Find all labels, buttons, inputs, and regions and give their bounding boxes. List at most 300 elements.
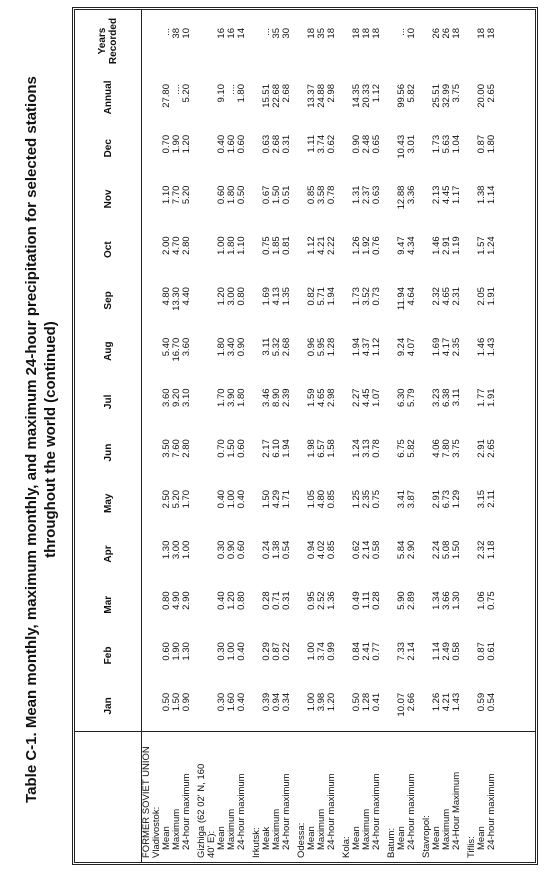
table-row <box>372 10 382 862</box>
value-cell: 1.91 <box>486 287 497 306</box>
empty-cell <box>197 174 207 225</box>
value-cell: 14 <box>236 28 247 39</box>
value-cell: 0.87 <box>476 642 487 661</box>
value-cell: 1.85 <box>271 236 282 255</box>
value-cell: 0.87 <box>271 642 282 661</box>
table-row <box>407 10 417 862</box>
header-oct: Oct <box>75 224 142 275</box>
table-row <box>327 10 337 862</box>
value-cell: 5.20 <box>181 84 192 103</box>
row-label: 24-hour maximum <box>372 732 382 863</box>
header-dec: Dec <box>75 123 142 174</box>
empty-cell <box>197 224 207 275</box>
value-cell: 2.11 <box>486 489 497 508</box>
station-name-label: Kola: <box>342 732 352 863</box>
row-label: Maximum <box>442 732 452 863</box>
empty-cell <box>152 10 162 72</box>
value-cell: 2.24 <box>431 540 442 560</box>
row-label: 24-hour maximum <box>407 732 417 863</box>
value-cell: 1.10 <box>236 236 247 255</box>
value-cell: 0.60 <box>236 540 247 560</box>
row-label: Mean <box>477 732 487 863</box>
header-row <box>75 10 142 862</box>
station-name-label: Odessa: <box>297 732 307 863</box>
value-cell: 0.76 <box>371 236 382 255</box>
value-cell: 1.26 <box>351 236 362 255</box>
value-cell: 2.98 <box>326 388 337 407</box>
value-cell: 2.80 <box>181 236 192 255</box>
value-cell: 2.27 <box>351 388 362 407</box>
value-cell: 3.23 <box>431 388 442 407</box>
value-cell: 1.11 <box>306 134 317 153</box>
value-cell: 26 <box>431 28 442 39</box>
value-cell: 1.60 <box>226 134 237 154</box>
value-cell: 2.91 <box>441 236 452 255</box>
value-cell: 1.26 <box>431 692 442 712</box>
row-label: Mean <box>397 732 407 863</box>
table-row <box>452 10 462 862</box>
section-heading <box>142 10 153 862</box>
value-cell: 5.82 <box>406 439 417 458</box>
row-label: Mean <box>352 732 362 863</box>
table-body <box>142 10 536 862</box>
row-label: 24-hour maximum <box>487 732 497 863</box>
header-sep: Sep <box>75 275 142 326</box>
value-cell: 4.45 <box>361 388 372 407</box>
value-cell: 2.68 <box>281 84 292 103</box>
value-cell: 1.77 <box>476 388 487 407</box>
value-cell: 1.50 <box>261 489 272 509</box>
value-cell: 0.71 <box>271 591 282 610</box>
empty-cell <box>197 427 207 478</box>
value-cell: 0.73 <box>371 287 382 306</box>
value-cell: 1.91 <box>486 388 497 407</box>
empty-cell <box>142 630 153 681</box>
value-cell: 7.70 <box>171 185 182 205</box>
empty-cell <box>197 630 207 681</box>
filler-cell <box>497 10 535 732</box>
value-cell: 2.17 <box>261 439 272 458</box>
value-cell: 2.41 <box>361 642 372 661</box>
value-cell: 9.10 <box>216 84 227 103</box>
value-cell: 4.45 <box>441 185 452 205</box>
empty-cell <box>142 224 153 275</box>
value-cell: 2.13 <box>431 185 442 205</box>
value-cell: 0.96 <box>306 337 317 357</box>
value-cell: 3.10 <box>181 388 192 407</box>
value-cell: .... <box>226 84 237 95</box>
value-cell: 4.80 <box>316 489 327 509</box>
value-cell: 1.60 <box>226 692 237 712</box>
value-cell: 7.33 <box>396 642 407 661</box>
value-cell: 5.95 <box>316 337 327 357</box>
value-cell: 2.39 <box>281 388 292 407</box>
empty-cell <box>197 275 207 326</box>
value-cell: 1.04 <box>451 134 462 154</box>
value-cell: 0.31 <box>281 134 292 154</box>
header-years-recorded: Years Recorded <box>75 10 142 72</box>
value-cell: 4.06 <box>431 439 442 458</box>
value-cell: 2.68 <box>281 337 292 357</box>
value-cell: 3.11 <box>261 337 272 356</box>
value-cell: 8.90 <box>271 388 282 407</box>
value-cell: 1.12 <box>306 236 317 255</box>
value-cell: 1.80 <box>226 236 237 255</box>
value-cell: 2.65 <box>486 84 497 103</box>
empty-cell <box>197 376 207 427</box>
value-cell: 5.79 <box>406 388 417 407</box>
value-cell: 0.80 <box>161 591 172 610</box>
table-frame <box>72 7 538 865</box>
value-cell: 1.73 <box>431 134 442 154</box>
value-cell: 1.19 <box>451 236 462 255</box>
value-cell: 1.43 <box>451 692 462 712</box>
value-cell: 0.49 <box>351 591 362 610</box>
value-cell: 2.66 <box>406 692 417 712</box>
station-name-cont-label: 40' E): <box>207 732 217 863</box>
value-cell: 0.29 <box>261 642 272 661</box>
value-cell: 0.30 <box>216 692 227 712</box>
station-name-label: Gizhiga (62 02' N, 160 <box>197 732 207 863</box>
value-cell: 0.40 <box>216 591 227 610</box>
value-cell: 3.58 <box>316 185 327 205</box>
header-jan: Jan <box>75 681 142 732</box>
value-cell: 3.90 <box>226 388 237 407</box>
value-cell: 3.41 <box>396 489 407 509</box>
empty-cell <box>197 10 207 72</box>
value-cell: 35 <box>271 28 282 39</box>
value-cell: 6.73 <box>441 489 452 509</box>
value-cell: 1.28 <box>361 692 372 712</box>
value-cell: 3.15 <box>476 489 487 509</box>
value-cell: 4.70 <box>171 236 182 255</box>
value-cell: 0.54 <box>486 692 497 712</box>
row-label: Meak <box>262 732 272 863</box>
value-cell: 2.14 <box>361 540 372 560</box>
value-cell: 2.91 <box>431 489 442 509</box>
value-cell: 0.94 <box>306 540 317 560</box>
station-name-label: Stavropol: <box>422 732 432 863</box>
value-cell: 2.98 <box>326 84 337 103</box>
value-cell: 0.81 <box>281 236 292 255</box>
value-cell: 2.91 <box>476 439 487 458</box>
value-cell: 20.33 <box>361 84 372 108</box>
row-label: Maximum <box>172 732 182 863</box>
empty-cell <box>387 10 397 72</box>
value-cell: 1.43 <box>486 337 497 357</box>
value-cell: 1.05 <box>306 489 317 509</box>
value-cell: 99.56 <box>396 84 407 108</box>
value-cell: 13.37 <box>306 84 317 108</box>
value-cell: 1.20 <box>326 692 337 712</box>
value-cell: 1.28 <box>326 337 337 357</box>
value-cell: 2.68 <box>271 134 282 154</box>
value-cell: 5.08 <box>441 540 452 560</box>
value-cell: 18 <box>351 28 362 39</box>
value-cell: 5.20 <box>181 185 192 205</box>
value-cell: 2.89 <box>406 591 417 610</box>
value-cell: 2.80 <box>181 439 192 458</box>
station-name <box>197 10 207 862</box>
value-cell: 0.39 <box>261 692 272 712</box>
value-cell: 2.22 <box>326 236 337 255</box>
value-cell: 0.51 <box>281 185 292 205</box>
empty-cell <box>142 275 153 326</box>
value-cell: 0.78 <box>371 439 382 458</box>
value-cell: 0.24 <box>261 540 272 560</box>
value-cell: 11.94 <box>396 287 407 311</box>
value-cell: 5.40 <box>161 337 172 357</box>
table-row <box>282 10 292 862</box>
value-cell: 3.00 <box>226 287 237 306</box>
value-cell: 4.02 <box>316 540 327 560</box>
value-cell: 6.30 <box>396 388 407 407</box>
value-cell: 6.75 <box>396 439 407 458</box>
value-cell: 1.00 <box>226 489 237 509</box>
value-cell: 1.36 <box>326 591 337 610</box>
value-cell: 12.88 <box>396 185 407 210</box>
value-cell: 1.12 <box>371 84 382 103</box>
value-cell: 0.87 <box>476 134 487 154</box>
header-apr: Apr <box>75 529 142 580</box>
value-cell: 4.65 <box>316 388 327 407</box>
value-cell: 18 <box>476 28 487 39</box>
value-cell: 0.60 <box>236 439 247 458</box>
value-cell: 1.46 <box>431 236 442 255</box>
value-cell: 1.94 <box>281 439 292 458</box>
value-cell: 0.67 <box>261 185 272 205</box>
station-name-label: Batum: <box>387 732 397 863</box>
station-name-label: Tiflis: <box>467 732 477 863</box>
value-cell: 2.35 <box>361 489 372 509</box>
value-cell: 3.01 <box>406 134 417 154</box>
value-cell: 3.40 <box>226 337 237 357</box>
value-cell: 0.70 <box>161 134 172 154</box>
value-cell: 24.88 <box>316 84 327 108</box>
value-cell: 22.68 <box>271 84 282 108</box>
value-cell: 1.07 <box>371 388 382 407</box>
value-cell: 4.64 <box>406 287 417 306</box>
value-cell: 13.30 <box>171 287 182 311</box>
value-cell: 6.38 <box>441 388 452 407</box>
value-cell: 0.50 <box>351 692 362 712</box>
value-cell: 1.90 <box>171 134 182 154</box>
empty-cell <box>197 529 207 580</box>
value-cell: 1.18 <box>486 540 497 560</box>
value-cell: 5.82 <box>406 84 417 103</box>
empty-cell <box>252 10 262 72</box>
value-cell: 10.07 <box>396 692 407 717</box>
value-cell: 3.00 <box>171 540 182 560</box>
empty-cell <box>142 579 153 630</box>
empty-cell <box>197 123 207 174</box>
row-label: Maximum <box>227 732 237 863</box>
value-cell: ... <box>161 28 172 36</box>
row-label: Mean <box>432 732 442 863</box>
value-cell: 3.52 <box>361 287 372 306</box>
value-cell: 0.94 <box>271 692 282 712</box>
value-cell: 32.99 <box>441 84 452 108</box>
value-cell: 1.57 <box>476 236 487 255</box>
value-cell: 5.63 <box>441 134 452 154</box>
value-cell: 5.84 <box>396 540 407 560</box>
value-cell: 0.63 <box>371 185 382 205</box>
table-row <box>182 10 192 862</box>
value-cell: 0.60 <box>236 134 247 154</box>
value-cell: 1.25 <box>351 489 362 509</box>
value-cell: 0.75 <box>486 591 497 610</box>
value-cell: 1.10 <box>161 185 172 205</box>
header-mar: Mar <box>75 579 142 630</box>
empty-cell <box>342 10 352 72</box>
value-cell: 0.80 <box>236 591 247 610</box>
value-cell: 18 <box>306 28 317 39</box>
value-cell: 3.46 <box>261 388 272 407</box>
value-cell: 0.62 <box>326 134 337 154</box>
caption-line-2: throughout the world (continued) <box>42 321 59 558</box>
value-cell: 9.20 <box>171 388 182 407</box>
value-cell: 25.51 <box>431 84 442 108</box>
value-cell: 4.21 <box>316 236 327 255</box>
value-cell: 2.32 <box>431 287 442 306</box>
value-cell: 0.85 <box>326 489 337 509</box>
value-cell: 3.74 <box>316 134 327 154</box>
value-cell: 1.29 <box>451 489 462 509</box>
value-cell: 3.60 <box>181 337 192 357</box>
header-jul: Jul <box>75 376 142 427</box>
filler-cell <box>497 732 535 863</box>
value-cell: 1.12 <box>371 337 382 357</box>
value-cell: 1.00 <box>306 642 317 661</box>
empty-cell <box>142 681 153 732</box>
value-cell: 0.77 <box>371 642 382 661</box>
value-cell: 0.75 <box>371 489 382 509</box>
value-cell: 0.40 <box>236 692 247 712</box>
value-cell: 1.69 <box>261 287 272 306</box>
value-cell: 1.06 <box>476 591 487 610</box>
value-cell: 1.59 <box>306 388 317 407</box>
value-cell: 1.20 <box>181 134 192 154</box>
value-cell: 1.24 <box>486 236 497 255</box>
value-cell: 18 <box>326 28 337 39</box>
value-cell: 10 <box>406 28 417 39</box>
value-cell: 0.41 <box>371 692 382 712</box>
value-cell: 1.58 <box>326 439 337 458</box>
value-cell: 0.75 <box>261 236 272 255</box>
value-cell: 3.75 <box>451 84 462 103</box>
empty-cell <box>297 10 307 72</box>
table-row <box>487 10 497 862</box>
value-cell: 1.24 <box>351 439 362 458</box>
value-cell: 1.73 <box>351 287 362 306</box>
value-cell: 10 <box>181 28 192 39</box>
header-may: May <box>75 478 142 529</box>
value-cell: 0.50 <box>236 185 247 205</box>
value-cell: 9.24 <box>396 337 407 357</box>
station-name-label: Irkutsk: <box>252 732 262 863</box>
value-cell: 0.54 <box>281 540 292 560</box>
value-cell: 1.90 <box>171 642 182 661</box>
value-cell: 30 <box>281 28 292 39</box>
value-cell: 15.51 <box>261 84 272 108</box>
value-cell: 1.00 <box>306 692 317 712</box>
value-cell: 2.00 <box>161 236 172 255</box>
value-cell: 0.31 <box>281 591 292 610</box>
value-cell: 0.90 <box>181 692 192 712</box>
value-cell: 0.80 <box>236 287 247 306</box>
value-cell: 0.58 <box>371 540 382 560</box>
value-cell: 4.13 <box>271 287 282 306</box>
header-aug: Aug <box>75 326 142 377</box>
value-cell: 0.34 <box>281 692 292 712</box>
value-cell: 27.80 <box>161 84 172 108</box>
value-cell: 1.71 <box>281 489 292 509</box>
value-cell: 0.22 <box>281 642 292 661</box>
value-cell: 6.57 <box>316 439 327 458</box>
value-cell: 10.43 <box>396 134 407 159</box>
value-cell: 0.95 <box>306 591 317 610</box>
value-cell: 1.98 <box>306 439 317 458</box>
value-cell: 35 <box>316 28 327 39</box>
value-cell: 38 <box>171 28 182 39</box>
empty-cell <box>142 123 153 174</box>
empty-cell <box>142 326 153 377</box>
value-cell: 2.05 <box>476 287 487 306</box>
value-cell: 1.30 <box>161 540 172 560</box>
value-cell: 16.70 <box>171 337 182 362</box>
value-cell: 16 <box>216 28 227 39</box>
value-cell: 2.14 <box>406 642 417 661</box>
value-cell: 0.90 <box>351 134 362 154</box>
empty-cell <box>467 10 477 72</box>
value-cell: 1.50 <box>271 185 282 205</box>
value-cell: 3.66 <box>441 591 452 610</box>
value-cell: 7.80 <box>441 439 452 458</box>
header-feb: Feb <box>75 630 142 681</box>
value-cell: 0.65 <box>371 134 382 154</box>
value-cell: 0.28 <box>261 591 272 610</box>
value-cell: 18 <box>371 28 382 39</box>
value-cell: 0.78 <box>326 185 337 205</box>
empty-cell <box>142 174 153 225</box>
value-cell: 1.50 <box>171 692 182 712</box>
value-cell: 1.35 <box>281 287 292 306</box>
value-cell: 18 <box>486 28 497 39</box>
value-cell: 5.71 <box>316 287 327 306</box>
row-label: Mean <box>307 732 317 863</box>
value-cell: 1.00 <box>216 236 227 255</box>
value-cell: 3.36 <box>406 185 417 205</box>
row-label: Maximum <box>317 732 327 863</box>
value-cell: 4.90 <box>171 591 182 610</box>
value-cell: 1.80 <box>226 185 237 205</box>
value-cell: 4.65 <box>441 287 452 306</box>
value-cell: 0.28 <box>371 591 382 610</box>
empty-cell <box>422 10 432 72</box>
row-label: Maximum <box>272 732 282 863</box>
empty-cell <box>142 72 153 123</box>
value-cell: 1.70 <box>181 489 192 509</box>
value-cell: 0.30 <box>216 642 227 661</box>
value-cell: 2.52 <box>316 591 327 610</box>
value-cell: 1.50 <box>226 439 237 458</box>
value-cell: 2.90 <box>406 540 417 560</box>
value-cell: 1.20 <box>226 591 237 610</box>
value-cell: 1.14 <box>486 185 497 205</box>
value-cell: 0.40 <box>236 489 247 509</box>
value-cell: 9.47 <box>396 236 407 255</box>
empty-cell <box>142 376 153 427</box>
